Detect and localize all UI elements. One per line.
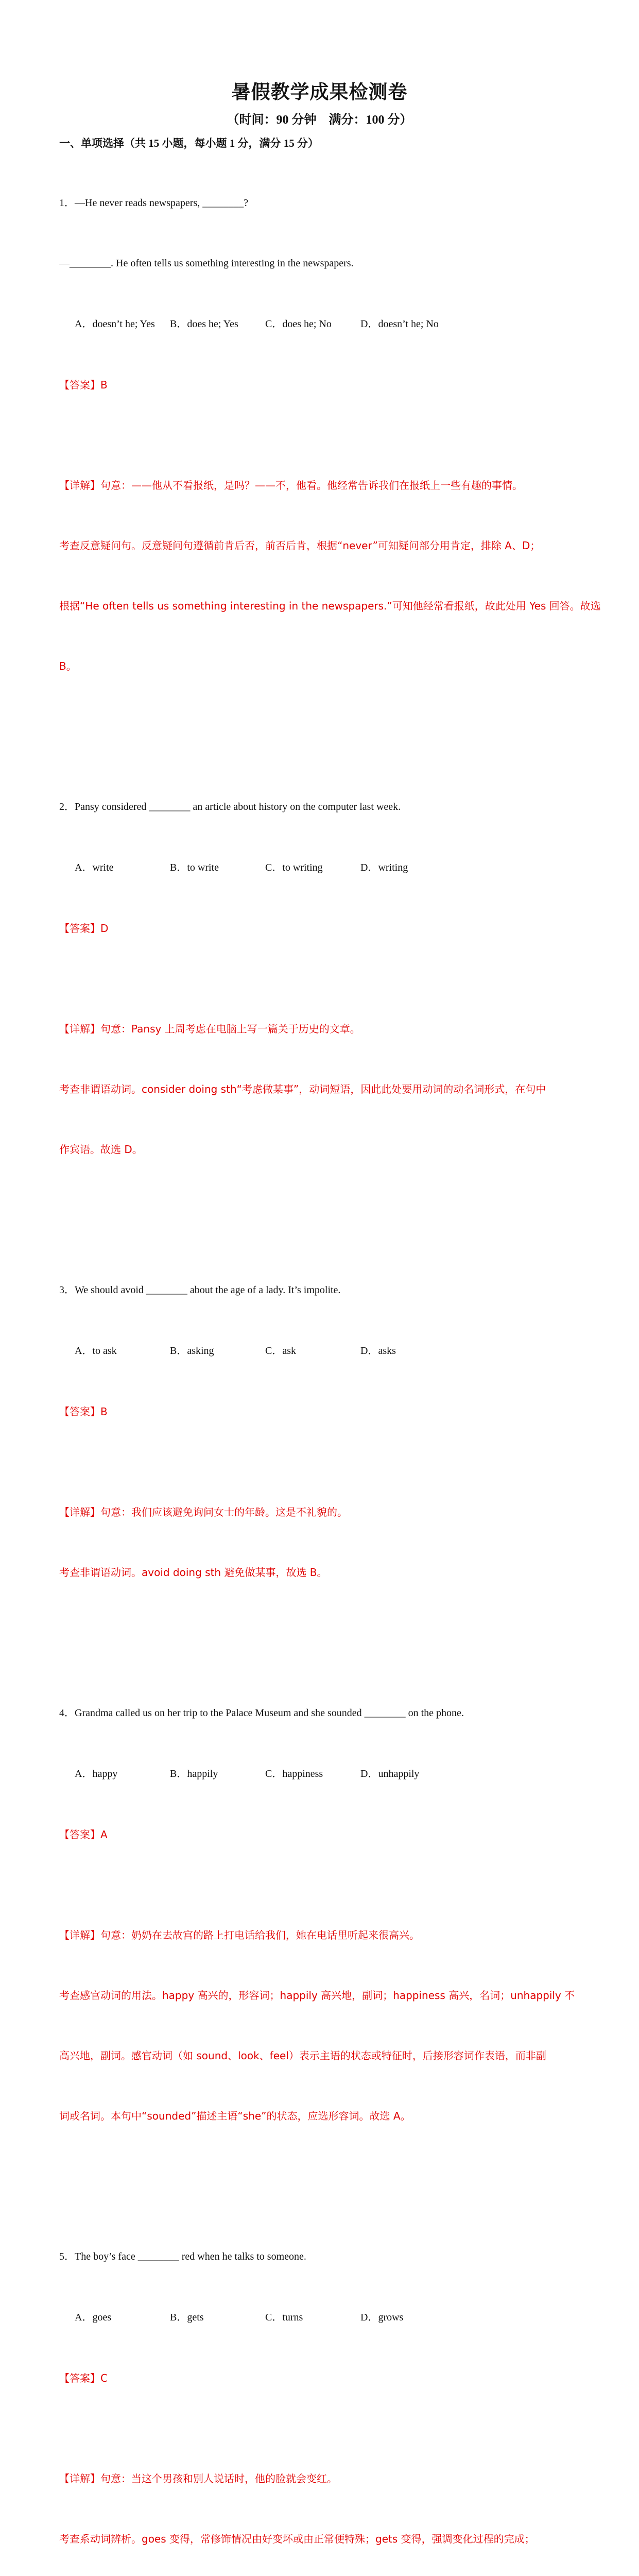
explanation-line: 【详解】句意：Pansy 上周考虑在电脑上写一篇关于历史的文章。 [59,1023,360,1035]
explanation-line: 词或名词。本句中“sounded”描述主语“she”的状态，应选形容词。故选 A。 [59,2110,411,2122]
explanation-line: 作宾语。故选 D。 [59,1143,143,1156]
question-stem: 1．—He never reads newspapers, ________? [59,197,249,209]
question-2 [59,757,584,1240]
explanation [59,979,584,1200]
option-d: D．unhappily [360,1768,420,1780]
explanation-line: 根据“He often tells us something interesting in the newspapers.”可知他经常看报纸，故此处用 Yes 回答。故选 [59,600,601,612]
option-a: A．doesn’t he; Yes [75,318,155,330]
option-b: B．asking [170,1345,214,1357]
answer-line: 【答案】B [59,379,108,391]
question-3 [59,1240,584,1663]
explanation-line: 考查反意疑问句。反意疑问句遵循前肯后否，前否后肯，根据“never”可知疑问部分用肯定，排除 A、D； [59,539,541,552]
explanation [59,1462,584,1623]
question-stem: 5．The boy’s face ________ red when he talks to someone. [59,2251,306,2262]
document-subtitle: （时间：90 分钟 满分：100 分） [227,113,412,127]
option-d: D．grows [360,2312,404,2323]
explanation-line: 考查感官动词的用法。happy 高兴的，形容词；happily 高兴地，副词；happiness 高兴，名词；unhappily 不 [59,1989,575,2002]
option-row [59,1341,584,1361]
option-row [59,857,584,878]
option-a: A．write [75,862,114,873]
explanation [59,2429,584,2576]
option-c: C．ask [265,1345,296,1357]
question-5 [59,2207,584,2576]
question-stem: 3．We should avoid ________ about the age of a lady. It’s impolite. [59,1284,341,1296]
option-b: B．gets [170,2312,204,2323]
option-row [59,2307,584,2328]
answer-line: 【答案】B [59,1405,108,1418]
explanation-line: 【详解】句意：奶奶在去故宫的路上打电话给我们，她在电话里听起来很高兴。 [59,1929,420,1941]
question-1 [59,153,601,757]
answer-line: 【答案】A [59,1828,108,1841]
option-d: D．doesn’t he; No [360,318,439,330]
question-list [59,153,601,2576]
option-a: A．happy [75,1768,118,1780]
option-d: D．writing [360,862,408,873]
option-b: B．does he; Yes [170,318,238,330]
option-a: A．to ask [75,1345,117,1357]
option-row [59,1764,584,1784]
section-heading: 一、单项选择（共 15 小题，每小题 1 分，满分 15 分） [59,137,319,149]
question-stem: —________. He often tells us something interesting in the newspapers. [59,258,354,269]
option-c: C．turns [265,2312,303,2323]
explanation-line: 考查系动词辨析。goes 变得，常修饰情况由好变坏或由正常便特殊；gets 变得，强调变化过程的完成； [59,2533,535,2545]
option-b: B．happily [170,1768,218,1780]
question-4 [59,1663,584,2207]
option-c: C．does he; No [265,318,332,330]
answer-line: 【答案】D [59,922,109,935]
option-b: B．to write [170,862,219,873]
explanation-line: 高兴地，副词。感官动词（如 sound、look、feel）表示主语的状态或特征时，后接形容词作表语，而非副 [59,2049,546,2062]
explanation [59,1885,584,2166]
document-title: 暑假教学成果检测卷 [231,81,408,103]
answer-line: 【答案】C [59,2372,108,2384]
question-stem: 2．Pansy considered ________ an article about history on the computer last week. [59,801,401,812]
explanation-line: B。 [59,660,77,672]
explanation [59,435,601,717]
option-row [59,314,584,334]
explanation-line: 考查非谓语动词。consider doing sth“考虑做某事”，动词短语，因此此处要用动词的动名词形式，在句中 [59,1083,546,1095]
explanation-line: 【详解】句意：——他从不看报纸，是吗？——不，他看。他经常告诉我们在报纸上一些有趣的事情。 [59,479,523,492]
explanation-line: 【详解】句意：我们应该避免询问女士的年龄。这是不礼貌的。 [59,1506,348,1518]
question-stem: 4．Grandma called us on her trip to the Palace Museum and she sounded ________ on the phone. [59,1707,464,1719]
explanation-line: 考查非谓语动词。avoid doing sth 避免做某事，故选 B。 [59,1566,327,1579]
option-c: C．happiness [265,1768,323,1780]
option-c: C．to writing [265,862,323,873]
explanation-line: 【详解】句意：当这个男孩和别人说话时，他的脸就会变红。 [59,2472,337,2485]
option-a: A．goes [75,2312,112,2323]
option-d: D．asks [360,1345,396,1357]
